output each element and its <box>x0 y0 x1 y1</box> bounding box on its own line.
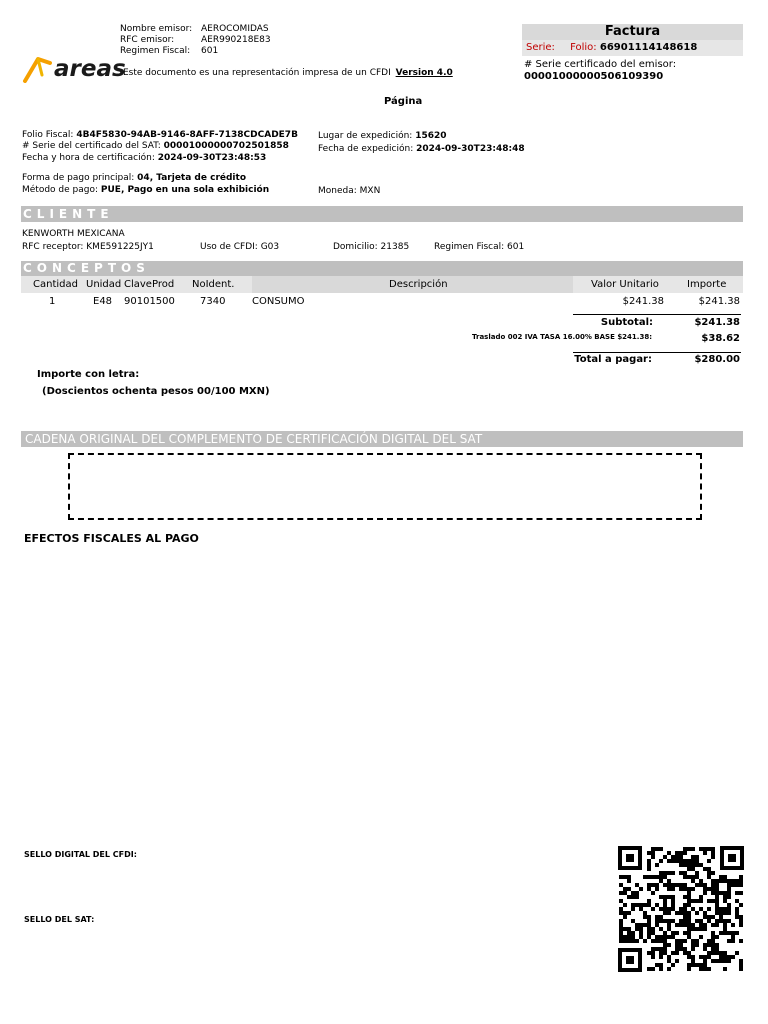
row-cantidad: 1 <box>49 296 56 307</box>
emisor-regimen-label: Regimen Fiscal: <box>120 46 191 56</box>
qr-code <box>618 846 744 972</box>
metodo-pago-row <box>22 185 269 196</box>
cliente-section-title: CLIENTE <box>21 206 743 222</box>
sello-cfdi-label: SELLO DIGITAL DEL CFDI: <box>24 850 137 859</box>
traslado-label: Traslado 002 IVA TASA 16.00% BASE $241.38: <box>471 333 652 341</box>
metodo-pago-label: Método de pago: <box>22 185 99 195</box>
col-header-claveprod: ClaveProd <box>124 279 175 290</box>
subtotal-label: Subtotal: <box>600 317 653 328</box>
fecha-cert-label: Fecha y hora de certificación: <box>22 153 155 163</box>
cert-emisor-value: 00001000000506109390 <box>524 71 664 82</box>
emisor-nombre: AEROCOMIDAS <box>201 24 269 34</box>
lugar-label: Lugar de expedición: <box>318 131 413 141</box>
folio-value: 66901114148618 <box>599 42 698 53</box>
fecha-cert: 2024-09-30T23:48:53 <box>157 153 267 163</box>
row-importe: $241.38 <box>698 296 740 307</box>
row-unidad: E48 <box>93 296 113 307</box>
emisor-rfc-label: RFC emisor: <box>120 35 175 45</box>
total-label: Total a pagar: <box>574 354 652 365</box>
subtotal-divider <box>573 314 741 315</box>
col-header-importe: Importe <box>687 279 727 290</box>
cadena-box <box>68 453 702 520</box>
forma-pago-label: Forma de pago principal: <box>22 173 135 183</box>
col-header-valor-unitario: Valor Unitario <box>591 279 659 290</box>
total-divider <box>573 352 741 353</box>
cert-sat-label: # Serie del certificado del SAT: <box>22 141 161 151</box>
cliente-uso-cfdi: Uso de CFDI: G03 <box>200 242 280 252</box>
company-logo <box>22 55 126 85</box>
logo-mark-icon <box>22 55 52 83</box>
row-clave: 90101500 <box>124 296 175 307</box>
emisor-nombre-label: Nombre emisor: <box>120 24 193 34</box>
cadena-title: CADENA ORIGINAL DEL COMPLEMENTO DE CERTIFICACIÓN DIGITAL DEL SAT <box>21 431 743 447</box>
factura-title: Factura <box>522 24 743 40</box>
cliente-domicilio: Domicilio: 21385 <box>333 242 410 252</box>
folio-label: Folio: <box>570 42 597 53</box>
lugar: 15620 <box>415 131 447 141</box>
emisor-rfc: AER990218E83 <box>201 35 271 45</box>
fecha-exp: 2024-09-30T23:48:48 <box>416 144 525 154</box>
cfdi-note-text: Este documento es una representación impresa de un CFDI <box>123 68 391 78</box>
cliente-rfc: RFC receptor: KME591225JY1 <box>22 242 154 252</box>
importe-letra-value: (Doscientos ochenta pesos 00/100 MXN) <box>42 386 270 397</box>
forma-pago: 04, Tarjeta de crédito <box>137 173 247 183</box>
folio-fiscal-row <box>22 130 298 141</box>
cliente-nombre: KENWORTH MEXICANA <box>22 229 125 239</box>
cert-emisor-label: # Serie certificado del emisor: <box>524 59 677 70</box>
conceptos-section-title: CONCEPTOS <box>21 261 743 276</box>
cliente-regimen: Regimen Fiscal: 601 <box>434 242 525 252</box>
sello-sat-label: SELLO DEL SAT: <box>24 915 95 924</box>
traslado-value: $38.62 <box>701 333 740 344</box>
forma-pago-row <box>22 173 246 184</box>
fecha-exp-label: Fecha de expedición: <box>318 144 414 154</box>
folio-fiscal-label: Folio Fiscal: <box>22 130 74 140</box>
factura-serie-folio <box>522 40 743 56</box>
emisor-regimen: 601 <box>201 46 219 56</box>
importe-letra-label: Importe con letra: <box>37 369 140 380</box>
lugar-row <box>318 131 447 142</box>
logo-text: areas <box>54 56 126 82</box>
pagina-label: Página <box>384 96 423 107</box>
cert-sat: 00001000000702501858 <box>163 141 289 151</box>
row-noident: 7340 <box>200 296 226 307</box>
efectos-fiscales: EFECTOS FISCALES AL PAGO <box>24 532 199 545</box>
serie-label: Serie: <box>526 42 555 53</box>
cfdi-note <box>123 68 453 79</box>
col-header-descripcion: Descripción <box>389 279 448 290</box>
subtotal-value: $241.38 <box>694 317 740 328</box>
col-header-cantidad: Cantidad <box>33 279 78 290</box>
row-descripcion: CONSUMO <box>252 296 305 307</box>
fecha-exp-row <box>318 144 525 155</box>
total-value: $280.00 <box>694 354 740 365</box>
metodo-pago: PUE, Pago en una sola exhibición <box>100 185 270 195</box>
col-header-unidad: Unidad <box>86 279 122 290</box>
row-valor-unitario: $241.38 <box>622 296 664 307</box>
folio-fiscal: 4B4F5830-94AB-9146-8AFF-7138CDCADE7B <box>76 130 298 140</box>
moneda: Moneda: MXN <box>318 186 381 196</box>
cert-sat-row <box>22 141 289 152</box>
col-header-noident: NoIdent. <box>192 279 235 290</box>
fecha-cert-row <box>22 153 266 164</box>
cfdi-version: Version 4.0 <box>395 68 453 78</box>
